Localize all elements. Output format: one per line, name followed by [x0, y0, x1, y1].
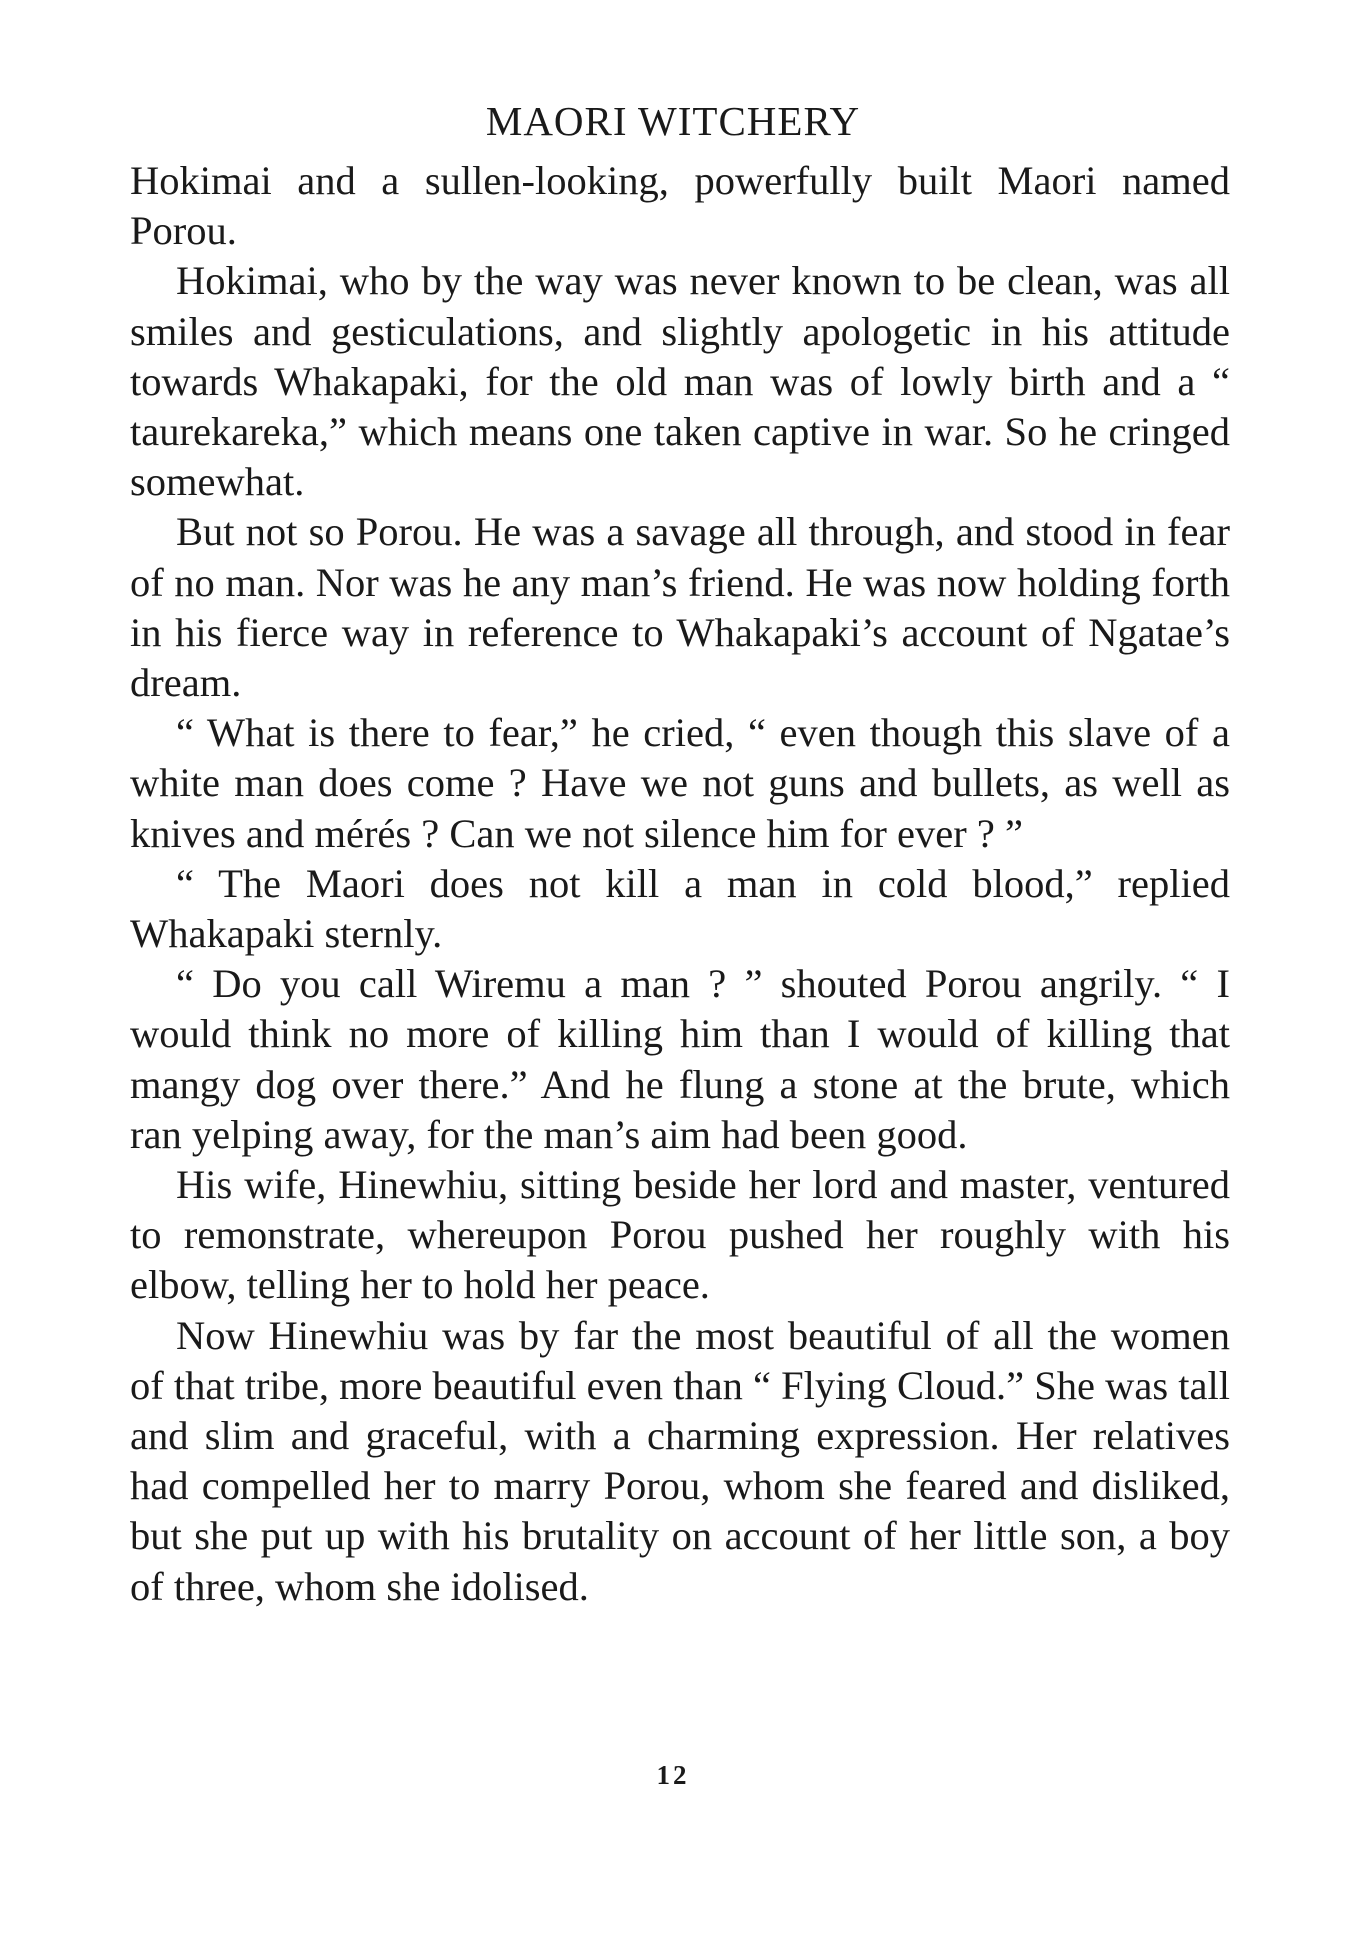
body-text [130, 156, 1230, 1612]
paragraph: Now Hinewhiu was by far the most beautiful of all the women of that tribe, more beautiful even than “ Flying Cloud.” She was tall and slim and graceful, with a charming expression. Her relatives had compelled her to marry Porou, whom she feared and disliked, but she put up with his brutality on account of her little son, a boy of three, whom she idolised. [130, 1312, 1230, 1609]
paragraph: Hokimai and a sullen-looking, powerfully built Maori named Porou. [130, 158, 1230, 254]
paragraph: “ Do you call Wiremu a man ? ” shouted Porou angrily. “ I would think no more of killing him than I would of killing that mangy dog over there.” And he flung a stone at the brute, which ran yelping away, for the man’s aim had been good. [130, 961, 1230, 1157]
paragraph: Hokimai, who by the way was never known to be clean, was all smiles and gesticulations, and slightly apologetic in his attitude towards Whakapaki, for the old man was of lowly birth and a “ taurekareka,” which means one taken captive in war. So he cringed somewhat. [130, 258, 1230, 505]
page-number: 12 [656, 1760, 690, 1790]
paragraph: But not so Porou. He was a savage all through, and stood in fear of no man. Nor was he any man’s friend. He was now holding forth in his fierce way in reference to Whakapaki’s account of Ngatae’s dream. [130, 509, 1230, 706]
paragraph: “ The Maori does not kill a man in cold blood,” replied Whakapaki sternly. [130, 860, 1230, 957]
paragraph: His wife, Hinewhiu, sitting beside her lord and master, ventured to remonstrate, whereupon Porou pushed her roughly with his elbow, telling her to hold her peace. [130, 1162, 1230, 1308]
running-head: MAORI WITCHERY [485, 98, 861, 144]
paragraph: “ What is there to fear,” he cried, “ even though this slave of a white man does come ? Have we not guns and bullets, as well as knives and mérés ? Can we not silence him for ever ? ” [130, 710, 1230, 856]
